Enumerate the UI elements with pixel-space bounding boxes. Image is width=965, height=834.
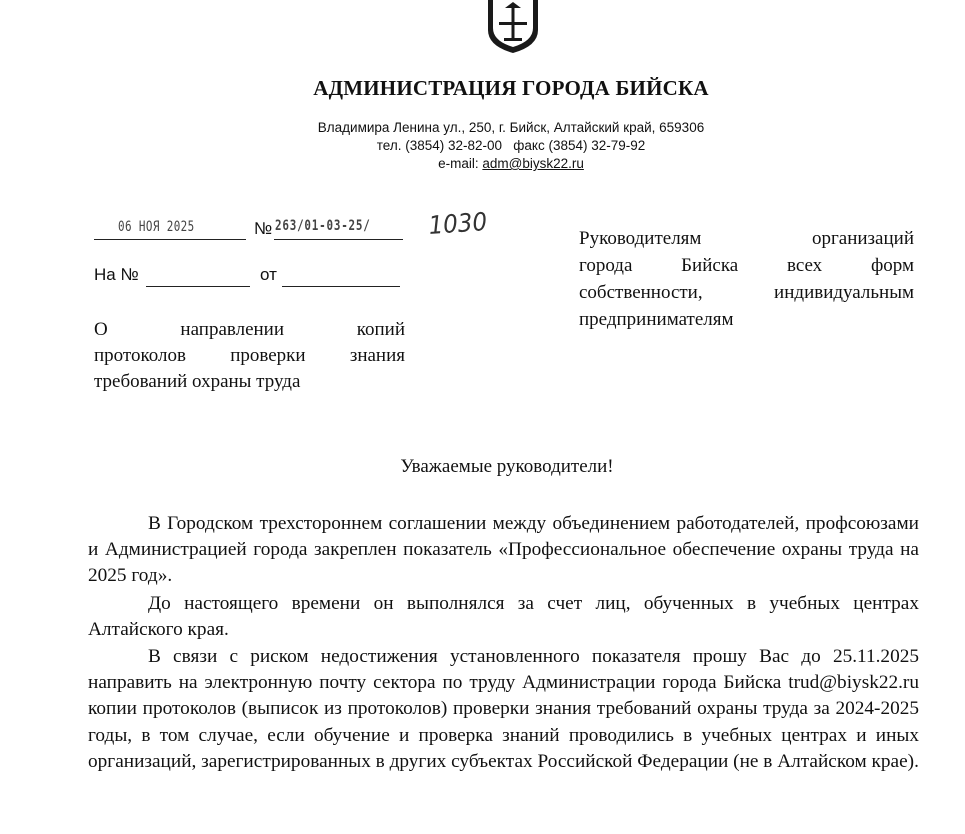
paragraph: В связи с риском недостижения установленного показателя прошу Вас до 25.11.2025 направить на электронную почту сектора по труду Администрации города Бийска trud@biysk22.ru копии протоколов (выписок из протоколов) проверки знания требований охраны труда за 2024-2025 годы, в том случае, если обучение и проверка знаний проводились в учебных центрах и иных организаций, зарегистрированных в других субъектах Российской Федерации (не в Алтайском крае). xyxy=(88,646,919,772)
addressee-line-4: предпринимателям xyxy=(579,309,734,330)
reference-number-label: На № xyxy=(94,265,139,284)
number-sign: № xyxy=(254,219,273,238)
reference-date-underline xyxy=(282,286,400,287)
subject-rest: протоколов проверки знания требований охраны труда xyxy=(94,345,405,392)
email-label: e-mail: xyxy=(438,156,483,171)
phone-fax-line: тел. (3854) 32-82-00 факс (3854) 32-79-92 xyxy=(376,138,646,153)
contact-block xyxy=(0,119,965,173)
greeting: Уважаемые руководители! xyxy=(400,456,614,477)
registration-row xyxy=(94,207,514,241)
date-underline xyxy=(94,239,246,240)
handwritten-number: 1030 xyxy=(427,206,489,241)
reference-row xyxy=(94,265,414,293)
addressee-line-3: собственности, индивидуальным xyxy=(579,282,914,303)
reference-date-label: от xyxy=(260,265,277,284)
paragraph: До настоящего времени он выполнялся за счет лиц, обученных в учебных центрах Алтайского края. xyxy=(88,592,919,640)
subject-line-1: О направлении копий xyxy=(94,319,405,340)
email-link[interactable]: adm@biysk22.ru xyxy=(482,156,584,171)
email-line xyxy=(0,155,965,173)
paragraph: В Городском трехстороннем соглашении между объединением работодателей, профсоюзами и Администрацией города закреплен показатель «Профессиональное обеспечение охраны труда на 2025 год». xyxy=(88,513,919,587)
number-underline xyxy=(274,239,403,240)
letter-subject xyxy=(94,317,405,395)
number-stamp: 263/01-03-25/ xyxy=(275,218,371,234)
addressee-line-1: Руководителям организаций xyxy=(579,228,914,249)
date-stamp: 06 НОЯ 2025 xyxy=(118,219,195,235)
letter-body xyxy=(88,511,919,776)
reference-number-underline xyxy=(146,286,250,287)
organization-title: АДМИНИСТРАЦИЯ ГОРОДА БИЙСКА xyxy=(313,76,709,100)
address-line: Владимира Ленина ул., 250, г. Бийск, Алтайский край, 659306 xyxy=(317,120,705,135)
coat-of-arms-icon xyxy=(485,0,541,54)
addressee-block xyxy=(579,225,914,333)
addressee-line-2: города Бийска всех форм xyxy=(579,255,914,276)
